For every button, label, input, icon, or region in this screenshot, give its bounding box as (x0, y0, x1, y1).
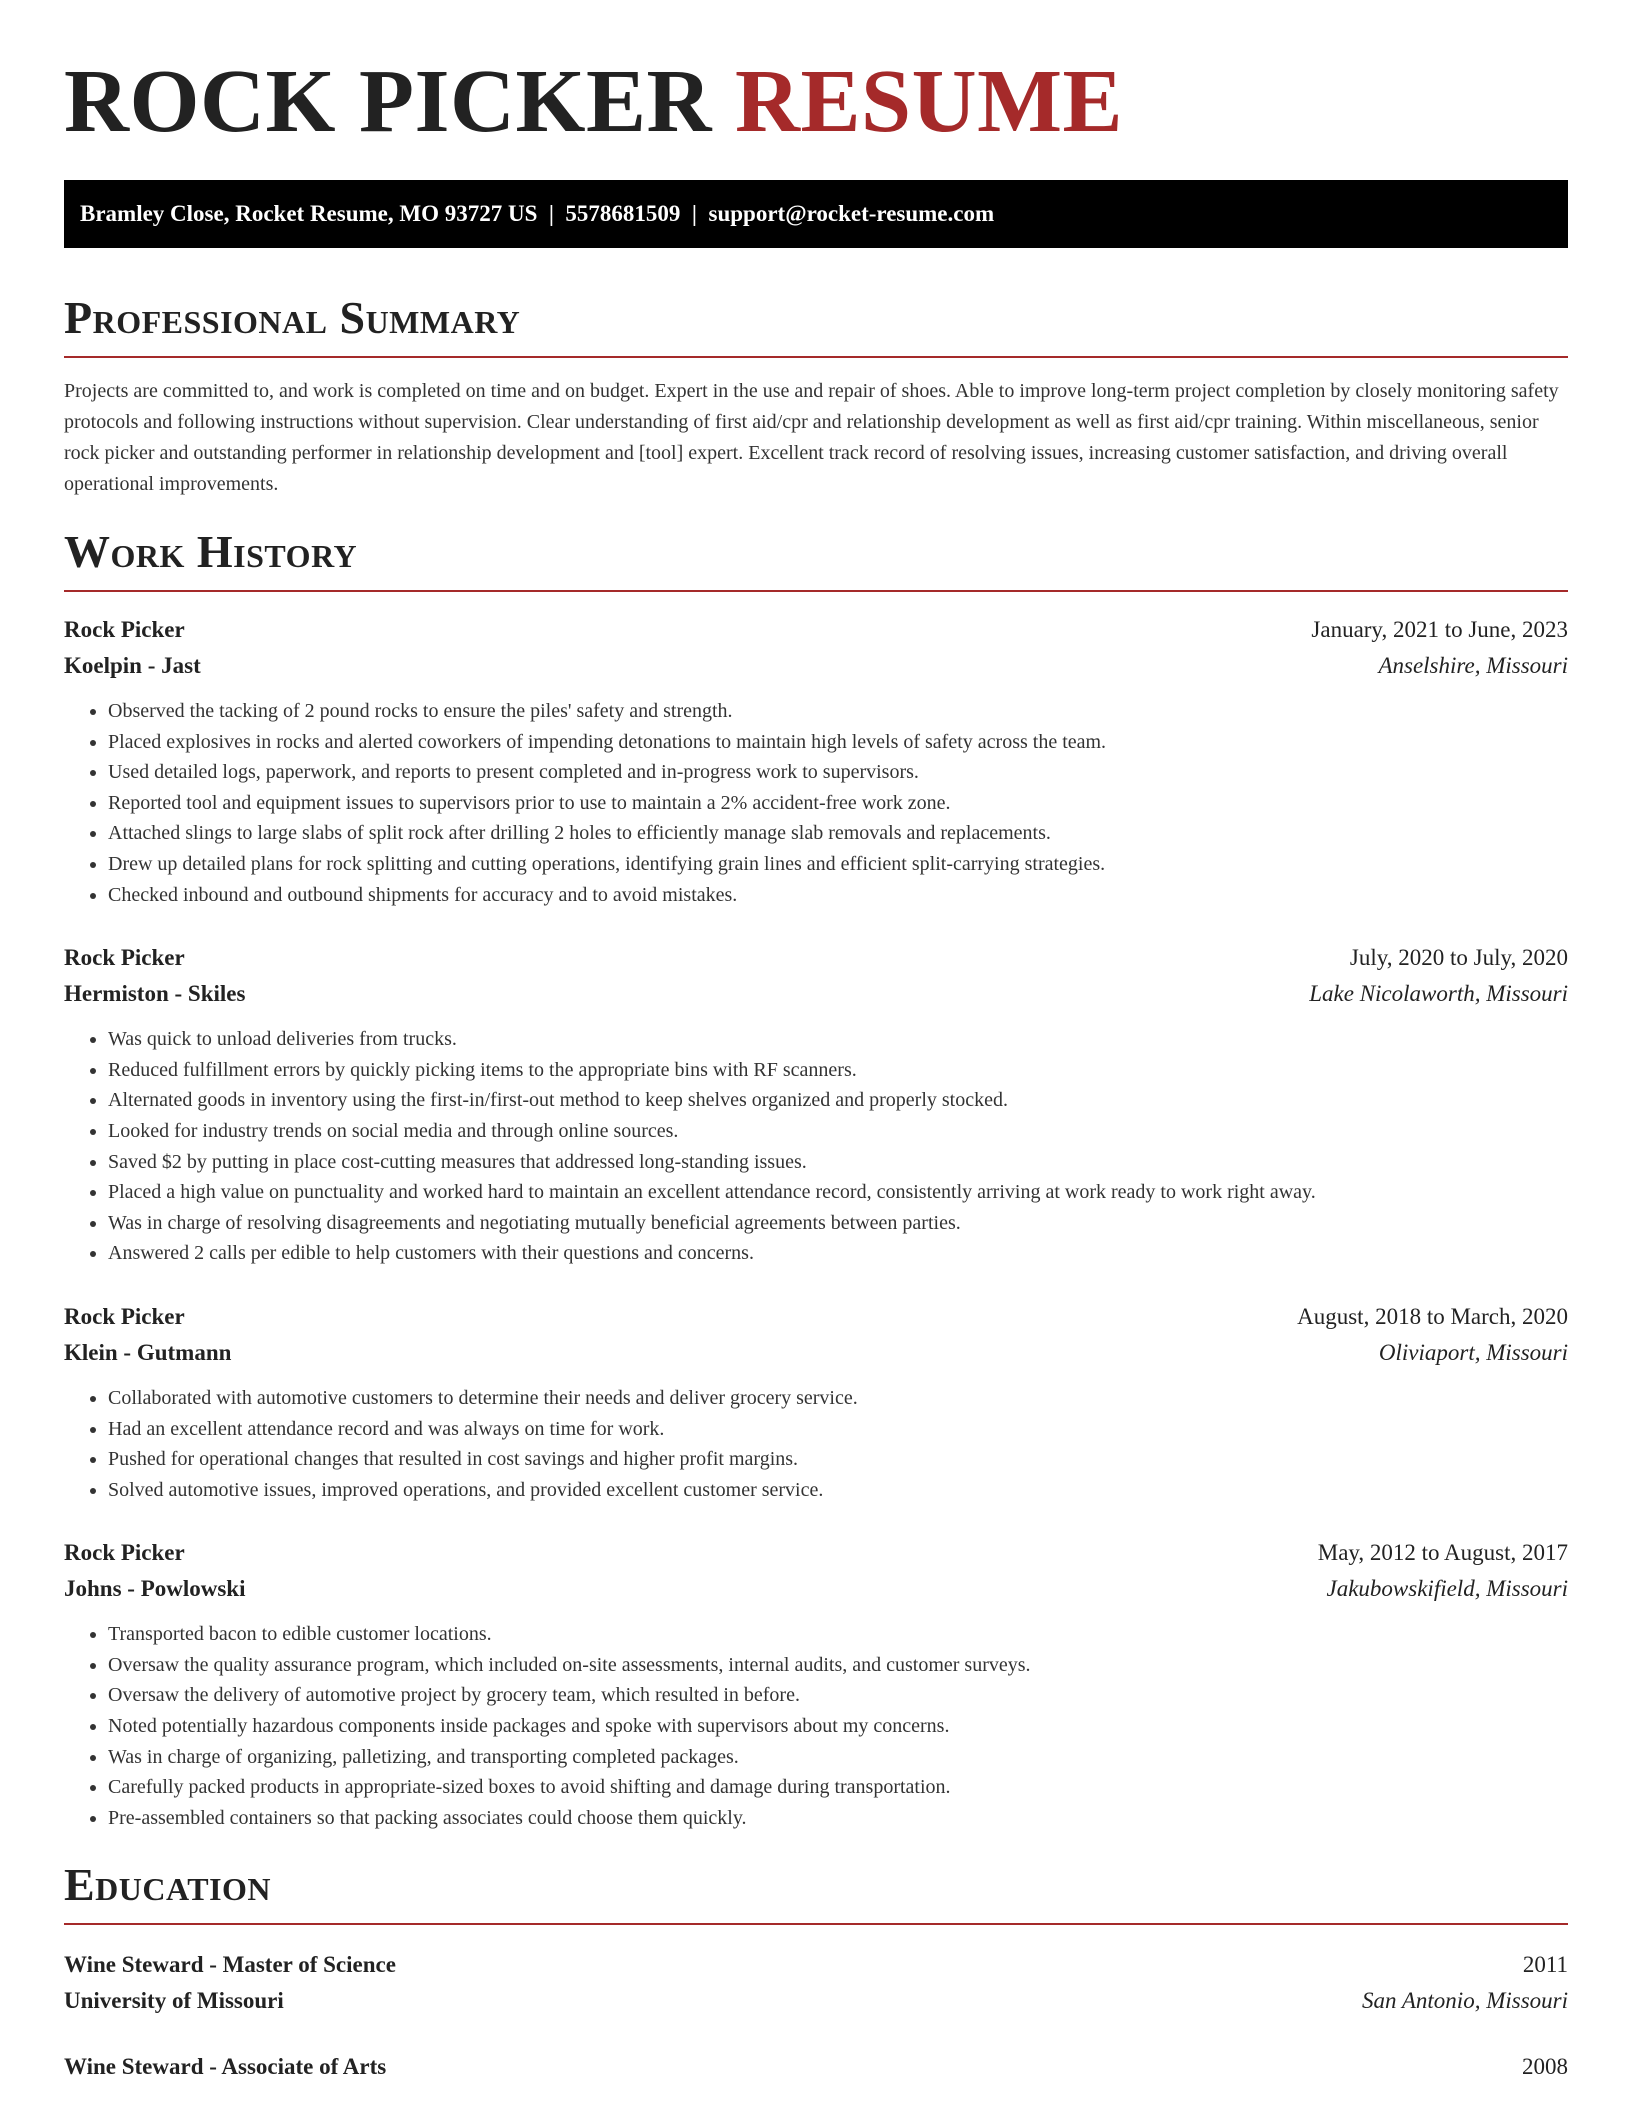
job-title: Rock Picker (64, 1540, 185, 1566)
graduation-year: 2008 (1522, 2054, 1568, 2080)
contact-info: Bramley Close, Rocket Resume, MO 93727 US | 5578681509 | support@rocket-resume.com (80, 201, 995, 226)
section-divider (64, 590, 1568, 592)
graduation-year: 2011 (1522, 1952, 1568, 1978)
degree: Wine Steward - Master of Science (64, 1952, 396, 1978)
job-location: Oliviaport, Missouri (1378, 1339, 1568, 1365)
company-name: Hermiston - Skiles (64, 981, 246, 1007)
summary-text: Projects are committed to, and work is completed on time and on budget. Expert in the use and repair of shoes. Able to improve long-term project completion by closely monitoring safety protocols and following instructions without supervision. Clear understanding of first aid/cpr and relationship development as well as first aid/cpr training. Within miscellaneous, senior rock picker and outstanding performer in relationship development and [tool] expert. Excellent track record of resolving issues, increasing customer satisfaction, and driving overall operational improvements. (64, 380, 1559, 495)
education-heading: Education (64, 1859, 272, 1911)
bullet-item: • Reduced fulfillment errors by quickly picking items to the appropriate bins with RF scanners. (108, 1055, 1568, 1086)
education-row (64, 1983, 1568, 2019)
job-company-row (64, 1571, 1568, 1607)
job-header-row (64, 940, 1568, 976)
job-location: Anselshire, Missouri (1378, 653, 1568, 678)
bullet-item: • Oversaw the delivery of automotive project by grocery team, which resulted in before. (108, 1680, 1568, 1711)
bullet-item: • Observed the tacking of 2 pound rocks to ensure the piles' safety and strength. (108, 696, 1568, 727)
education-row (64, 1947, 1568, 1983)
job-bullets (64, 696, 1568, 910)
job-dates: August, 2018 to March, 2020 (1297, 1303, 1568, 1329)
school-location: San Antonio, Missouri (1362, 1988, 1568, 2014)
job-location: Jakubowskifield, Missouri (1326, 1576, 1568, 1602)
bullet-item: • Placed a high value on punctuality and worked hard to maintain an excellent attendance record, consistently arriving at work ready to work right away. (108, 1177, 1568, 1208)
bullet-item: • Carefully packed products in appropriate-sized boxes to avoid shifting and damage during transportation. (108, 1772, 1568, 1803)
bullet-item: • Checked inbound and outbound shipments for accuracy and to avoid mistakes. (108, 880, 1568, 911)
school-name: University of Missouri (64, 1988, 284, 2014)
job-entry (64, 1299, 1568, 1505)
contact-bar (64, 180, 1568, 248)
job-header-row (64, 1535, 1568, 1571)
job-title: Rock Picker (64, 945, 185, 971)
resume-name (64, 52, 1568, 152)
bullet-item: • Drew up detailed plans for rock splitting and cutting operations, identifying grain lines and efficient split-carrying strategies. (108, 849, 1568, 880)
bullet-item: • Was in charge of organizing, palletizing, and transporting completed packages. (108, 1742, 1568, 1773)
job-dates: July, 2020 to July, 2020 (1349, 945, 1568, 971)
bullet-item: • Looked for industry trends on social media and through online sources. (108, 1116, 1568, 1147)
bullet-item: • Collaborated with automotive customers to determine their needs and deliver grocery service. (108, 1383, 1568, 1414)
job-bullets (64, 1024, 1568, 1269)
name-accent: RESUME (735, 52, 1124, 151)
bullet-item: • Answered 2 calls per edible to help customers with their questions and concerns. (108, 1238, 1568, 1269)
company-name: Johns - Powlowski (64, 1576, 246, 1602)
bullet-item: • Placed explosives in rocks and alerted coworkers of impending detonations to maintain high levels of safety across the team. (108, 727, 1568, 758)
job-entry (64, 1535, 1568, 1833)
education-row (64, 2049, 1568, 2085)
bullet-item: • Pushed for operational changes that resulted in cost savings and higher profit margins. (108, 1444, 1568, 1475)
job-company-row (64, 1335, 1568, 1371)
name-primary: ROCK PICKER (64, 52, 713, 151)
job-company-row (64, 976, 1568, 1012)
bullet-item: • Reported tool and equipment issues to supervisors prior to use to maintain a 2% accident-free work zone. (108, 788, 1568, 819)
job-dates: May, 2012 to August, 2017 (1317, 1540, 1568, 1566)
job-entry (64, 940, 1568, 1269)
job-company-row (64, 648, 1568, 684)
bullet-item: • Oversaw the quality assurance program, which included on-site assessments, internal audits, and customer surveys. (108, 1650, 1568, 1681)
job-bullets (64, 1383, 1568, 1505)
bullet-item: • Had an excellent attendance record and was always on time for work. (108, 1414, 1568, 1445)
education-entry (64, 1947, 1568, 2019)
bullet-item: • Attached slings to large slabs of split rock after drilling 2 holes to efficiently manage slab removals and replacements. (108, 818, 1568, 849)
bullet-item: • Saved $2 by putting in place cost-cutting measures that addressed long-standing issues. (108, 1147, 1568, 1178)
bullet-item: • Alternated goods in inventory using the first-in/first-out method to keep shelves organized and properly stocked. (108, 1085, 1568, 1116)
bullet-item: • Noted potentially hazardous components inside packages and spoke with supervisors about my concerns. (108, 1711, 1568, 1742)
job-entry (64, 612, 1568, 910)
bullet-item: • Transported bacon to edible customer locations. (108, 1619, 1568, 1650)
bullet-item: • Solved automotive issues, improved operations, and provided excellent customer service. (108, 1475, 1568, 1506)
bullet-item: • Was in charge of resolving disagreements and negotiating mutually beneficial agreements between parties. (108, 1208, 1568, 1239)
job-list (64, 612, 1568, 1833)
company-name: Klein - Gutmann (64, 1339, 232, 1365)
bullet-item: • Used detailed logs, paperwork, and reports to present completed and in-progress work to supervisors. (108, 757, 1568, 788)
bullet-item: • Pre-assembled containers so that packing associates could choose them quickly. (108, 1803, 1568, 1834)
bullet-item: • Was quick to unload deliveries from trucks. (108, 1024, 1568, 1055)
summary-heading: Professional Summary (64, 292, 521, 343)
job-title: Rock Picker (64, 617, 185, 642)
education-entry (64, 2049, 1568, 2085)
section-divider (64, 1923, 1568, 1925)
degree: Wine Steward - Associate of Arts (64, 2054, 387, 2080)
section-divider (64, 356, 1568, 358)
job-dates: January, 2021 to June, 2023 (1311, 617, 1568, 642)
job-header-row (64, 1299, 1568, 1335)
job-bullets (64, 1619, 1568, 1833)
work-history-heading: Work History (64, 526, 358, 577)
job-location: Lake Nicolaworth, Missouri (1309, 981, 1568, 1007)
company-name: Koelpin - Jast (64, 653, 201, 678)
job-title: Rock Picker (64, 1303, 185, 1329)
job-header-row (64, 612, 1568, 648)
